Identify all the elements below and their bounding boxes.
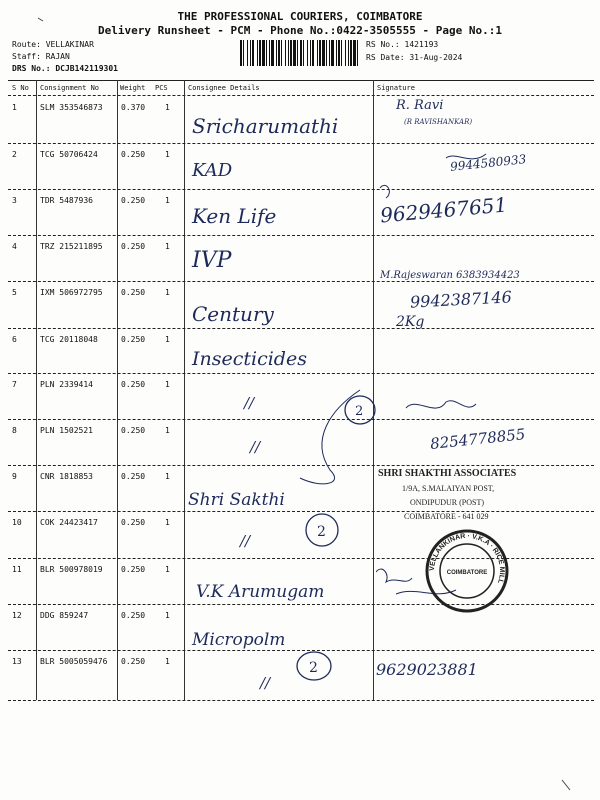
barcode-bar xyxy=(281,40,282,66)
row-7-pcs: 1 xyxy=(165,380,170,389)
barcode-bar xyxy=(357,40,358,66)
hw-consignee-11: V.K Arumugam xyxy=(196,582,325,602)
row-13-sno: 13 xyxy=(12,657,22,666)
runsheet-subtitle: Delivery Runsheet - PCM - Phone No.:0422-3505555 - Page No.:1 xyxy=(98,24,502,37)
row-7-weight: 0.250 xyxy=(121,380,146,389)
svg-text:2: 2 xyxy=(355,404,364,419)
row-7-consignment: PLN 2339414 xyxy=(40,380,93,389)
header-sno: S No xyxy=(12,84,29,92)
row-4-sno: 4 xyxy=(12,242,17,251)
row-2-weight: 0.250 xyxy=(121,150,146,159)
barcode-bar xyxy=(290,40,292,66)
stamp-address-2: ONDIPUDUR (POST) xyxy=(410,498,485,507)
svg-text:2: 2 xyxy=(309,660,318,676)
sig-5-phone: 9942387146 xyxy=(409,287,513,312)
row-2-sno: 2 xyxy=(12,150,17,159)
row-6-sno: 6 xyxy=(12,335,17,344)
barcode-bar xyxy=(250,40,251,66)
barcode-bar xyxy=(336,40,337,66)
row-13-consignment: BLR 5005059476 xyxy=(40,657,108,666)
row-1-consignment: SLM 353546873 xyxy=(40,103,103,112)
row-2-consignment: TCG 50706424 xyxy=(40,150,98,159)
drs-number: DRS No.: DCJB142119301 xyxy=(12,64,118,73)
row-divider xyxy=(8,700,594,701)
hw-consignee-9: Shri Sakthi xyxy=(188,490,285,510)
row-4-pcs: 1 xyxy=(165,242,170,251)
row-9-weight: 0.250 xyxy=(121,472,146,481)
row-9-pcs: 1 xyxy=(165,472,170,481)
header-pcs: PCS xyxy=(155,84,168,92)
sig-8-phone: 8254778855 xyxy=(429,425,527,453)
row-13-pcs: 1 xyxy=(165,657,170,666)
svg-text:VELLANKINAR · V.K.A · RICE MIL: VELLANKINAR · V.K.A · RICE MILL xyxy=(428,532,506,585)
circle-mark-2 xyxy=(300,508,346,554)
barcode-bar xyxy=(285,40,286,66)
svg-text:COIMBATORE: COIMBATORE xyxy=(446,570,488,576)
barcode-bar xyxy=(307,40,308,66)
header-consignee: Consignee Details xyxy=(188,84,260,92)
barcode-bar xyxy=(266,40,267,66)
row-6-consignment: TCG 20118048 xyxy=(40,335,98,344)
row-11-weight: 0.250 xyxy=(121,565,146,574)
barcode-bar xyxy=(322,40,325,66)
row-13-weight: 0.250 xyxy=(121,657,146,666)
row-3-weight: 0.250 xyxy=(121,196,146,205)
row-8-sno: 8 xyxy=(12,426,17,435)
row-12-sno: 12 xyxy=(12,611,22,620)
row-9-consignment: CNR 1818853 xyxy=(40,472,93,481)
barcode-bar xyxy=(262,40,265,66)
barcode-bar xyxy=(278,40,280,66)
row-8-weight: 0.250 xyxy=(121,426,146,435)
table-top-border xyxy=(8,80,594,81)
barcode-bar xyxy=(338,40,340,66)
row-8-pcs: 1 xyxy=(165,426,170,435)
barcode-bar xyxy=(319,40,321,66)
col-divider-sno xyxy=(36,80,37,700)
barcode-bar xyxy=(300,40,302,66)
header-consignment: Consignment No xyxy=(40,84,100,92)
barcode-bar xyxy=(259,40,261,66)
row-9-sno: 9 xyxy=(12,472,17,481)
row-2-pcs: 1 xyxy=(165,150,170,159)
barcode-bar xyxy=(341,40,342,66)
sig-2-phone: 9944580933 xyxy=(449,152,527,174)
barcode xyxy=(240,40,360,66)
sig-1-fullname: (R RAVISHANKAR) xyxy=(404,118,473,126)
stamp-address-3: COIMBATORE - 641 029 xyxy=(404,512,489,521)
rs-number: RS No.: 1421193 xyxy=(366,40,439,49)
barcode-bar xyxy=(276,40,277,66)
barcode-bar xyxy=(331,40,334,66)
col-divider-consignment xyxy=(117,80,118,700)
row-12-pcs: 1 xyxy=(165,611,170,620)
row-12-weight: 0.250 xyxy=(121,611,146,620)
row-4-weight: 0.250 xyxy=(121,242,146,251)
row-3-pcs: 1 xyxy=(165,196,170,205)
hw-consignee-10: // xyxy=(240,532,251,550)
hw-consignee-8: // xyxy=(250,438,261,456)
barcode-bar xyxy=(247,40,248,66)
barcode-bar xyxy=(288,40,289,66)
barcode-bar xyxy=(329,40,330,66)
barcode-bar xyxy=(348,40,349,66)
header-weight: Weight xyxy=(120,84,146,92)
barcode-bar xyxy=(271,40,274,66)
barcode-bar xyxy=(257,40,258,66)
row-5-pcs: 1 xyxy=(165,288,170,297)
row-7-sno: 7 xyxy=(12,380,17,389)
sig-5-name-phone: M.Rajeswaran 6383934423 xyxy=(380,270,520,281)
row-1-pcs: 1 xyxy=(165,103,170,112)
hw-consignee-3: Ken Life xyxy=(192,204,277,228)
barcode-bar xyxy=(293,40,296,66)
row-11-sno: 11 xyxy=(12,565,22,574)
hw-consignee-5: Century xyxy=(192,302,274,326)
row-3-sno: 3 xyxy=(12,196,17,205)
row-1-sno: 1 xyxy=(12,103,17,112)
stamp-company-name: SHRI SHAKTHI ASSOCIATES xyxy=(378,468,517,479)
sig-3-phone: 9629467651 xyxy=(379,192,509,228)
svg-text:2: 2 xyxy=(317,524,326,540)
barcode-bar xyxy=(345,40,346,66)
ink-scribble-loop xyxy=(290,370,380,490)
hw-consignee-13: // xyxy=(260,674,271,692)
sig-1-name: R. Ravi xyxy=(396,98,444,113)
row-10-pcs: 1 xyxy=(165,518,170,527)
row-10-consignment: COK 24423417 xyxy=(40,518,98,527)
barcode-bar xyxy=(317,40,318,66)
barcode-bar xyxy=(350,40,352,66)
header-signature: Signature xyxy=(377,84,415,92)
barcode-bar xyxy=(252,40,254,66)
barcode-bar xyxy=(353,40,356,66)
row-10-weight: 0.250 xyxy=(121,518,146,527)
company-title: THE PROFESSIONAL COURIERS, COIMBATORE xyxy=(177,10,423,23)
barcode-bar xyxy=(303,40,304,66)
rs-date: RS Date: 31-Aug-2024 xyxy=(366,53,463,62)
staff-label: Staff: RAJAN xyxy=(12,52,70,61)
row-5-weight: 0.250 xyxy=(121,288,146,297)
barcode-bar xyxy=(326,40,327,66)
row-4-consignment: TRZ 215211895 xyxy=(40,242,103,251)
round-seal xyxy=(424,528,510,614)
circle-mark-3 xyxy=(292,646,338,686)
row-3-consignment: TDR 5487936 xyxy=(40,196,93,205)
hw-consignee-6: Insecticides xyxy=(192,348,307,370)
row-11-pcs: 1 xyxy=(165,565,170,574)
row-5-sno: 5 xyxy=(12,288,17,297)
hw-consignee-4: IVP xyxy=(192,248,232,273)
barcode-bar xyxy=(310,40,311,66)
row-6-pcs: 1 xyxy=(165,335,170,344)
row-5-consignment: IXM 506972795 xyxy=(40,288,103,297)
hw-consignee-7: // xyxy=(244,394,255,412)
hw-consignee-1: Sricharumathi xyxy=(192,114,339,138)
barcode-bar xyxy=(240,40,242,66)
barcode-bar xyxy=(243,40,244,66)
col-divider-pcs xyxy=(184,80,185,700)
row-11-consignment: BLR 500978019 xyxy=(40,565,103,574)
row-1-weight: 0.370 xyxy=(121,103,146,112)
row-10-sno: 10 xyxy=(12,518,22,527)
bottom-right-mark xyxy=(560,778,574,794)
hw-consignee-2: KAD xyxy=(192,160,233,181)
hw-consignee-12: Micropolm xyxy=(192,630,286,650)
barcode-bar xyxy=(312,40,314,66)
barcode-bar xyxy=(297,40,298,66)
barcode-bar xyxy=(269,40,270,66)
row-8-consignment: PLN 1502521 xyxy=(40,426,93,435)
stamp-address-1: 1/9A, S.MALAIYAN POST, xyxy=(402,484,495,493)
row-6-weight: 0.250 xyxy=(121,335,146,344)
sig-5-weight: 2Kg xyxy=(396,314,425,330)
row-12-consignment: DDG 859247 xyxy=(40,611,89,620)
route-label: Route: VELLAKINAR xyxy=(12,40,94,49)
sig-13-phone: 9629023881 xyxy=(376,660,478,679)
